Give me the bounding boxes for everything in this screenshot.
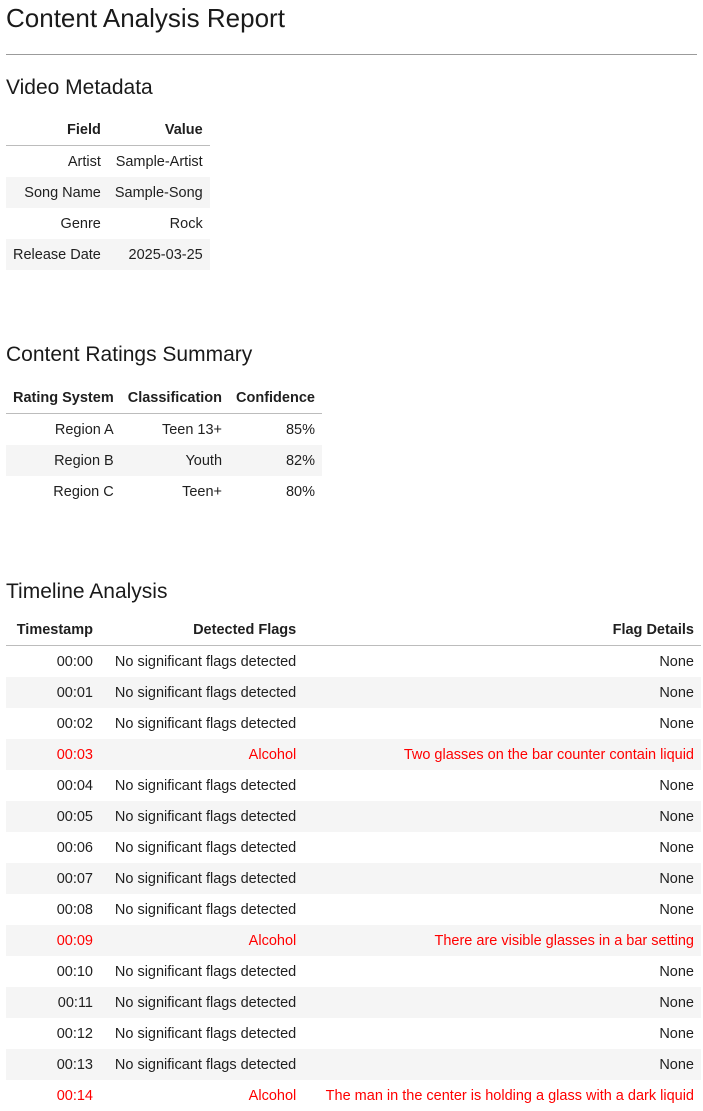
table-row <box>6 1049 701 1080</box>
flag-details-cell: None <box>303 863 701 894</box>
table-row <box>6 956 701 987</box>
timestamp-cell: 00:10 <box>56 963 93 980</box>
timestamp-cell: 00:11 <box>6 987 100 1018</box>
field-cell: Release Date <box>6 239 108 270</box>
table-row <box>6 476 322 507</box>
table-row <box>6 177 210 208</box>
detected-flags-cell: No significant flags detected <box>114 1025 297 1042</box>
timestamp-cell: 00:05 <box>6 801 100 832</box>
value-cell: Rock <box>169 215 203 232</box>
classification-cell: Teen+ <box>182 483 223 500</box>
timestamp-cell: 00:14 <box>56 1087 93 1104</box>
report-title: Content Analysis Report <box>6 3 285 33</box>
rating-system-cell: Region B <box>6 445 121 476</box>
flag-details-cell: There are visible glasses in a bar setting <box>303 925 701 956</box>
column-header-timestamp: Timestamp <box>6 614 100 646</box>
table-row <box>6 832 701 863</box>
flag-details-cell: None <box>303 987 701 1018</box>
detected-flags-cell: No significant flags detected <box>114 715 297 732</box>
table-row <box>6 208 210 239</box>
timestamp-cell: 00:09 <box>6 925 100 956</box>
detected-flags-cell: No significant flags detected <box>114 777 297 794</box>
timestamp-cell: 00:03 <box>6 739 100 770</box>
column-header-classification: Classification <box>121 383 229 414</box>
column-header-flag-details: Flag Details <box>303 614 701 646</box>
flag-details-cell: None <box>659 901 694 918</box>
flag-details-cell: None <box>659 653 694 670</box>
flag-details-cell: The man in the center is holding a glass with a dark liquid <box>325 1087 694 1104</box>
column-header-rating-system: Rating System <box>6 383 121 414</box>
table-row <box>6 987 701 1018</box>
flag-details-cell: None <box>303 1049 701 1080</box>
title-divider <box>6 54 697 55</box>
table-row <box>6 801 701 832</box>
classification-cell: Teen 13+ <box>161 421 223 438</box>
column-header-confidence: Confidence <box>229 383 322 414</box>
detected-flags-cell: No significant flags detected <box>100 1049 303 1080</box>
detected-flags-cell: No significant flags detected <box>100 801 303 832</box>
field-cell: Artist <box>67 153 101 170</box>
value-cell: Sample-Song <box>108 177 210 208</box>
detected-flags-cell: No significant flags detected <box>114 901 297 918</box>
detected-flags-cell: Alcohol <box>100 925 303 956</box>
timestamp-cell: 00:13 <box>6 1049 100 1080</box>
timeline-analysis-table <box>6 614 701 1111</box>
table-row <box>6 863 701 894</box>
timeline-analysis-heading: Timeline Analysis <box>6 580 168 603</box>
value-cell: Sample-Artist <box>115 153 203 170</box>
timestamp-cell: 00:06 <box>56 839 93 856</box>
confidence-cell: 82% <box>229 445 322 476</box>
flag-details-cell: None <box>659 715 694 732</box>
value-cell: 2025-03-25 <box>108 239 210 270</box>
timestamp-cell: 00:12 <box>56 1025 93 1042</box>
rating-system-cell: Region A <box>54 421 114 438</box>
content-ratings-table <box>6 383 322 507</box>
column-header-value: Value <box>108 115 210 146</box>
confidence-cell: 80% <box>285 483 315 500</box>
flagged-table-row <box>6 739 701 770</box>
confidence-cell: 85% <box>285 421 315 438</box>
detected-flags-cell: No significant flags detected <box>114 839 297 856</box>
timestamp-cell: 00:04 <box>56 777 93 794</box>
detected-flags-cell: No significant flags detected <box>100 863 303 894</box>
table-row <box>6 770 701 801</box>
table-row <box>6 646 701 678</box>
flagged-table-row <box>6 925 701 956</box>
content-ratings-heading: Content Ratings Summary <box>6 343 253 366</box>
detected-flags-cell: No significant flags detected <box>114 963 297 980</box>
table-row <box>6 414 322 446</box>
flag-details-cell: None <box>659 963 694 980</box>
table-row <box>6 239 210 270</box>
table-header-row <box>6 383 322 414</box>
detected-flags-cell: No significant flags detected <box>100 987 303 1018</box>
detected-flags-cell: No significant flags detected <box>114 653 297 670</box>
flag-details-cell: None <box>303 801 701 832</box>
column-header-field: Field <box>6 115 108 146</box>
table-row <box>6 1018 701 1049</box>
timestamp-cell: 00:08 <box>56 901 93 918</box>
flag-details-cell: None <box>659 777 694 794</box>
flag-details-cell: None <box>659 1025 694 1042</box>
table-row <box>6 677 701 708</box>
rating-system-cell: Region C <box>53 483 114 500</box>
timestamp-cell: 00:00 <box>56 653 93 670</box>
flag-details-cell: None <box>303 677 701 708</box>
field-cell: Song Name <box>6 177 108 208</box>
flagged-table-row <box>6 1080 701 1111</box>
table-header-row <box>6 115 210 146</box>
table-row <box>6 708 701 739</box>
flag-details-cell: Two glasses on the bar counter contain liquid <box>303 739 701 770</box>
detected-flags-cell: Alcohol <box>100 739 303 770</box>
detected-flags-cell: Alcohol <box>248 1087 297 1104</box>
flag-details-cell: None <box>659 839 694 856</box>
video-metadata-table <box>6 115 210 270</box>
video-metadata-heading: Video Metadata <box>6 76 153 99</box>
timestamp-cell: 00:01 <box>6 677 100 708</box>
table-row <box>6 146 210 178</box>
table-header-row <box>6 614 701 646</box>
timestamp-cell: 00:02 <box>56 715 93 732</box>
table-row <box>6 894 701 925</box>
table-row <box>6 445 322 476</box>
timestamp-cell: 00:07 <box>6 863 100 894</box>
field-cell: Genre <box>60 215 101 232</box>
column-header-detected-flags: Detected Flags <box>100 614 303 646</box>
detected-flags-cell: No significant flags detected <box>100 677 303 708</box>
classification-cell: Youth <box>121 445 229 476</box>
